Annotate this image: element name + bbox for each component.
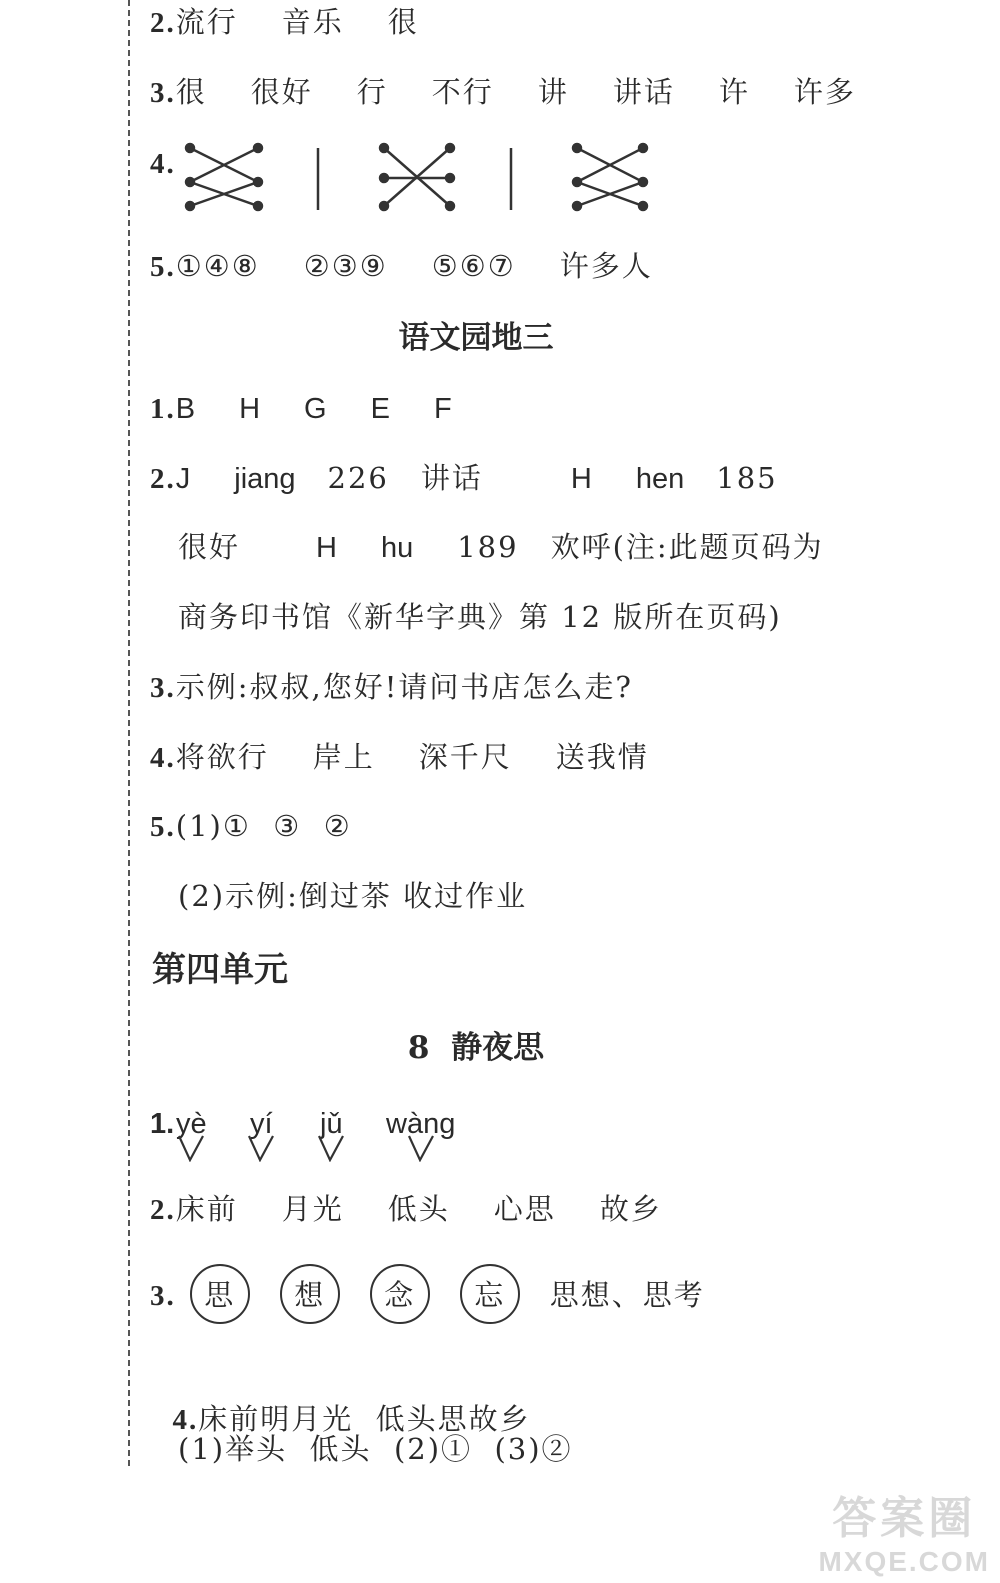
answer-item: hen [635, 463, 685, 495]
answer-item: 送我情 [555, 740, 649, 774]
answer-item: 月光 [281, 1192, 344, 1226]
yuwen-q1 [150, 388, 452, 429]
question-number: 4. [172, 1404, 199, 1436]
answer-item: 故乡 [599, 1192, 662, 1226]
pinyin-item: yè [176, 1108, 207, 1140]
circled-character: 念 [370, 1264, 430, 1324]
answer-text: 示例:叔叔,您好!请问书店怎么走? [175, 670, 633, 704]
circled-character: 想 [280, 1264, 340, 1324]
check-mark-icon [246, 1134, 276, 1162]
answer-item: 音乐 [281, 5, 344, 39]
answer-item: ①④⑧ [175, 249, 260, 283]
yuwen-q2-row2 [178, 527, 824, 568]
answer-item: 深千尺 [418, 740, 512, 774]
margin-divider [128, 0, 130, 1466]
answer-item: 岸上 [312, 740, 375, 774]
question-number: 1. [150, 1108, 175, 1140]
answer-item: H [316, 532, 337, 564]
watermark-url: MXQE.COM [818, 1546, 990, 1577]
answer-item: E [370, 393, 390, 425]
answer-item: 低头 [387, 1192, 450, 1226]
answer-item: 行 [356, 75, 388, 109]
answer-item: 许 [718, 75, 750, 109]
yuwen-q2-row3: 商务印书馆《新华字典》第 12 版所在页码) [178, 600, 782, 634]
answer-text: 思想、思考 [549, 1278, 705, 1312]
question-number: 2. [150, 7, 176, 39]
answer-item: 讲 [537, 75, 569, 109]
answer-item: 讲话 [612, 75, 675, 109]
lesson-q2 [150, 1189, 662, 1230]
answer-item: hu [380, 532, 414, 564]
answer-item: H [239, 393, 261, 425]
answer-line-4 [150, 143, 176, 184]
pinyin-item: wàng [386, 1108, 456, 1140]
yuwen-q4 [150, 737, 649, 778]
question-number: 3. [150, 1280, 176, 1312]
question-number: 3. [150, 77, 176, 109]
circled-character: 忘 [460, 1264, 520, 1324]
answer-line-5 [150, 246, 653, 287]
answer-item: G [304, 393, 327, 425]
answer-item: 不行 [431, 75, 494, 109]
answer-item: 床前 [175, 1192, 238, 1226]
watermark-text: 答案圈 [832, 1494, 977, 1543]
answer-item: 欢呼(注:此题页码为 [550, 530, 824, 564]
check-mark-icon [176, 1134, 206, 1162]
answer-line-3 [150, 72, 856, 113]
question-number: 2. [150, 463, 176, 495]
unit-title: 第四单元 [152, 950, 288, 990]
question-number: 3. [150, 672, 176, 704]
answer-item: 很 [175, 75, 207, 109]
answer-item: F [433, 393, 452, 425]
watermark-logo [818, 1482, 990, 1578]
answer-item: 许多 [793, 75, 856, 109]
question-number: 4. [150, 742, 176, 774]
yuwen-q2-row1 [150, 458, 778, 499]
answer-text: (1)① ③ ② [175, 809, 352, 843]
question-number: 5. [150, 251, 176, 283]
answer-item: 226 [327, 461, 389, 495]
answer-item: 很好 [250, 75, 313, 109]
answer-item: J [175, 463, 191, 495]
lesson-q4 [150, 1359, 531, 1440]
answer-item: 很好 [178, 530, 241, 564]
yuwen-q5-row2: (2)示例:倒过茶 收过作业 [178, 879, 528, 913]
answer-item: ⑤⑥⑦ [431, 249, 516, 283]
question-number: 5. [150, 811, 176, 843]
answer-item: jiang [234, 463, 296, 495]
lesson-q3 [150, 1264, 705, 1326]
pinyin-item: jǔ [320, 1108, 343, 1140]
answer-item: 将欲行 [175, 740, 269, 774]
answer-item: 很 [387, 5, 419, 39]
yuwen-q5-row1 [150, 806, 352, 847]
answer-line-2 [150, 2, 419, 43]
question-number: 1. [150, 393, 176, 425]
pinyin-item: yí [250, 1108, 273, 1140]
check-mark-icon [406, 1134, 436, 1162]
lesson-q4-sub: (1)举头 低头 (2)① (3)② [178, 1432, 573, 1466]
lesson-title: 8 静夜思 [407, 1030, 545, 1066]
section-title: 语文园地三 [398, 320, 554, 356]
answer-text: 床前明月光 低头思故乡 [198, 1402, 531, 1436]
question-number: 4. [150, 148, 176, 180]
answer-item: 流行 [175, 5, 238, 39]
answer-item: ②③⑨ [303, 249, 388, 283]
answer-item: 185 [716, 461, 778, 495]
question-number: 2. [150, 1194, 176, 1226]
answer-item: 许多人 [559, 249, 653, 283]
circled-character: 思 [190, 1264, 250, 1324]
answer-item: H [570, 463, 592, 495]
answer-item: 心思 [493, 1192, 556, 1226]
check-mark-icon [316, 1134, 346, 1162]
answer-item: B [175, 393, 196, 425]
line-matching-diagram [180, 140, 660, 220]
yuwen-q3 [150, 667, 633, 708]
answer-item: 讲话 [420, 461, 483, 495]
answer-item: 189 [457, 530, 519, 564]
